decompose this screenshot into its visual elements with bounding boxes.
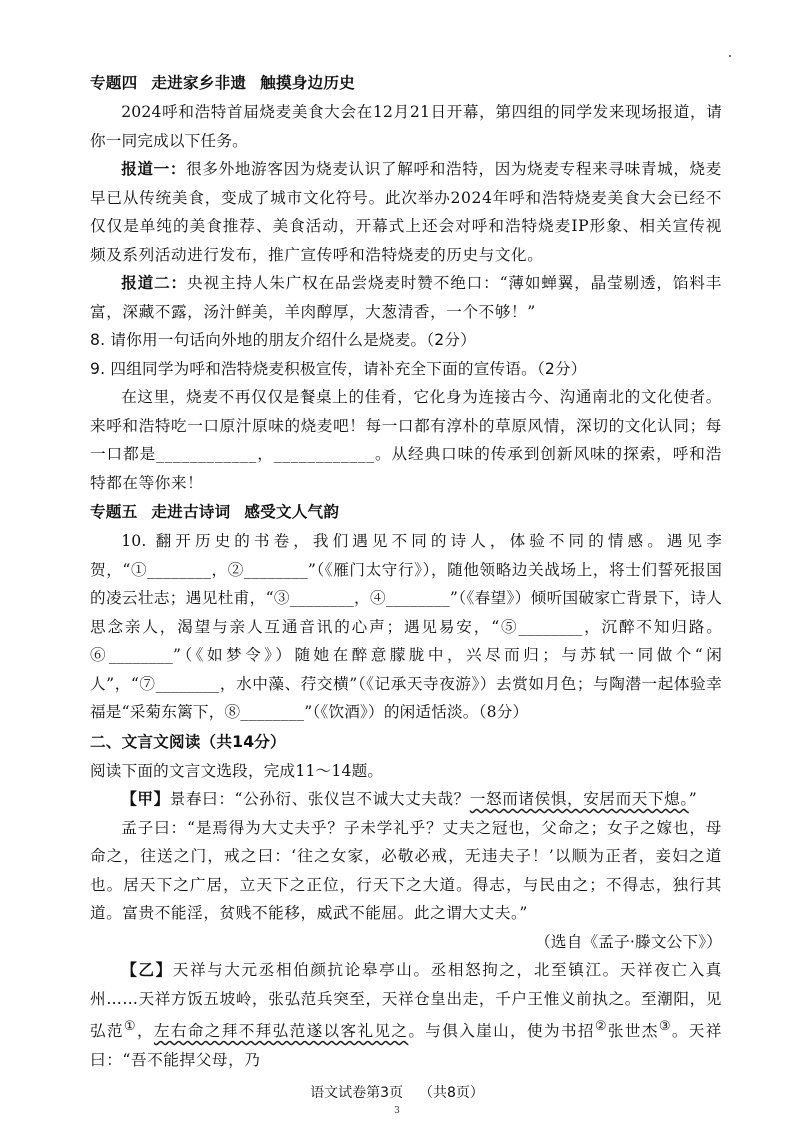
passage-jia-source: （选自《孟子·滕文公下》） [535,932,722,951]
topic5-subtitle: 感受文人气韵 [244,503,340,521]
passage-yi-text-a: 天祥与大元丞相伯颜抗论皋亭山。丞相怒拘之，北至镇江。天祥夜亡入真州……天祥方饭五坡岭，张弘范兵突至，天祥仓皇出走，千户王惟义前执之。至潮阳，见弘范 [90,961,722,1041]
footnote-marker-3: ③ [658,1019,672,1034]
section2-instruction: 阅读下面的文言文选段，完成11～14题。 [90,761,384,780]
passage-yi-text-d: 。与俱入崖山，使为书招 [408,1022,595,1041]
topic4-label: 专题四 [90,74,138,92]
report1-label: 报道一： [121,160,187,178]
topic4-heading [90,68,722,98]
question-10: 10. 翻开历史的书卷，我们遇见不同的诗人，体验不同的情感。遇见李贺，“①________，②________”（《雁门太守行》），随他领略边关战场上，将士们誓死报国的凌云壮志；遇见杜甫，“③________，④________”（《春望》）倾听国破家亡背景下，诗人思念亲人，渴望与亲人互通音讯的心声；遇见易安，“⑤________，沉醉不知归路。⑥________”（《如梦令》）随她在醉意朦胧中，兴尽而归；与苏轼一同做个“闲人”，“⑦________，水中藻、荇交横”（《记承天寺夜游》）去赏如月色；与陶潜一起体验幸福是“采菊东篱下，⑧________”（《饮酒》）的闲适恬淡。（8分） [90,532,722,721]
scan-page-number: 3 [394,1106,400,1116]
question-8: 8. 请你用一句话向外地的朋友介绍什么是烧麦。（2分） [90,331,477,349]
scan-speck [729,55,731,57]
passage-yi-label: 【乙】 [121,961,173,979]
section2-heading: 二、文言文阅读（共14分） [90,732,286,751]
footnote-marker-2: ② [594,1019,608,1034]
slogan-paragraph: 在这里，烧麦不再仅仅是餐桌上的佳肴，它化身为连接古今、沟通南北的文化使者。来呼和浩特吃一口原汁原味的烧麦吧！每一口都有淳朴的草原风情，深切的文化认同；每一口都是____________，____________。从经典口味的传承到创新风味的探索，呼和浩特都在等你来！ [90,388,722,492]
topic4-subtitle: 触摸身边历史 [260,74,355,92]
topic5-title: 走进古诗词 [151,503,231,521]
footer-total-pages: （共8页） [419,1085,484,1101]
footnote-marker-1: ① [123,1019,137,1034]
passage-jia-label: 【甲】 [121,790,170,808]
passage-jia-underlined: 一怒而诸侯惧，安居而天下熄。 [469,790,689,808]
passage-yi [90,956,722,1074]
topic4-title: 走进家乡非遗 [151,74,247,92]
passage-jia-intro [90,785,722,814]
topic5-heading [90,497,722,527]
report1-text: 很多外地游客因为烧麦认识了解呼和浩特，因为烧麦专程来寻味青城，烧麦早已从传统美食，变成了城市文化符号。此次举办2024年呼和浩特烧麦美食大会已经不仅仅是单纯的美食推荐、美食活动，开幕式上还会对呼和浩特烧麦IP形象、相关宣传视频及系列活动进行发布，推广宣传呼和浩特烧麦的历史与文化。 [90,160,722,264]
report2-text: 央视主持人朱广权在品尝烧麦时赞不绝口：“薄如蝉翼，晶莹剔透，馅料丰富，深藏不露，汤汁鲜美，羊肉醇厚，大葱清香，一个不够！” [90,274,722,321]
footer-page-label: 语文试卷第3页 [310,1085,403,1101]
passage-yi-text-b: ， [136,1022,154,1041]
report2-paragraph [90,269,722,326]
passage-yi-underlined: 左右命之拜不拜弘范遂以客礼见之 [153,1022,409,1041]
report1-paragraph [90,155,722,269]
topic5-label: 专题五 [90,503,138,521]
question-9: 9. 四组同学为呼和浩特烧麦积极宣传，请补充全下面的宣传语。（2分） [90,359,587,378]
page-content [90,68,722,1074]
page-footer [0,1082,794,1102]
topic4-intro: 2024呼和浩特首届烧麦美食大会在12月21日开幕，第四组的同学发来现场报道，请你一同完成以下任务。 [90,103,722,150]
passage-jia-text-c: ” [688,790,698,808]
passage-yi-text-e: 张世杰 [607,1022,659,1041]
report2-label: 报道二： [121,274,187,292]
passage-jia-text-a: 景春曰：“公孙衍、张仪岂不诚大丈夫哉？ [169,790,470,808]
passage-jia-mencius: 孟子曰：“是焉得为大丈夫乎？子未学礼乎？丈夫之冠也，父命之；女子之嫁也，母命之，往送之门，戒之曰：‘往之女家，必敬必戒，无违夫子！’以顺为正者，妾妇之道也。居天下之广居，立天下之正位，行天下之大道。得志，与民由之；不得志，独行其道。富贵不能淫，贫贱不能移，威武不能屈。此之谓大丈夫。” [90,818,722,922]
passage-yi-text-f: 。天祥曰：“吾不能捍父母，乃 [90,1022,722,1069]
